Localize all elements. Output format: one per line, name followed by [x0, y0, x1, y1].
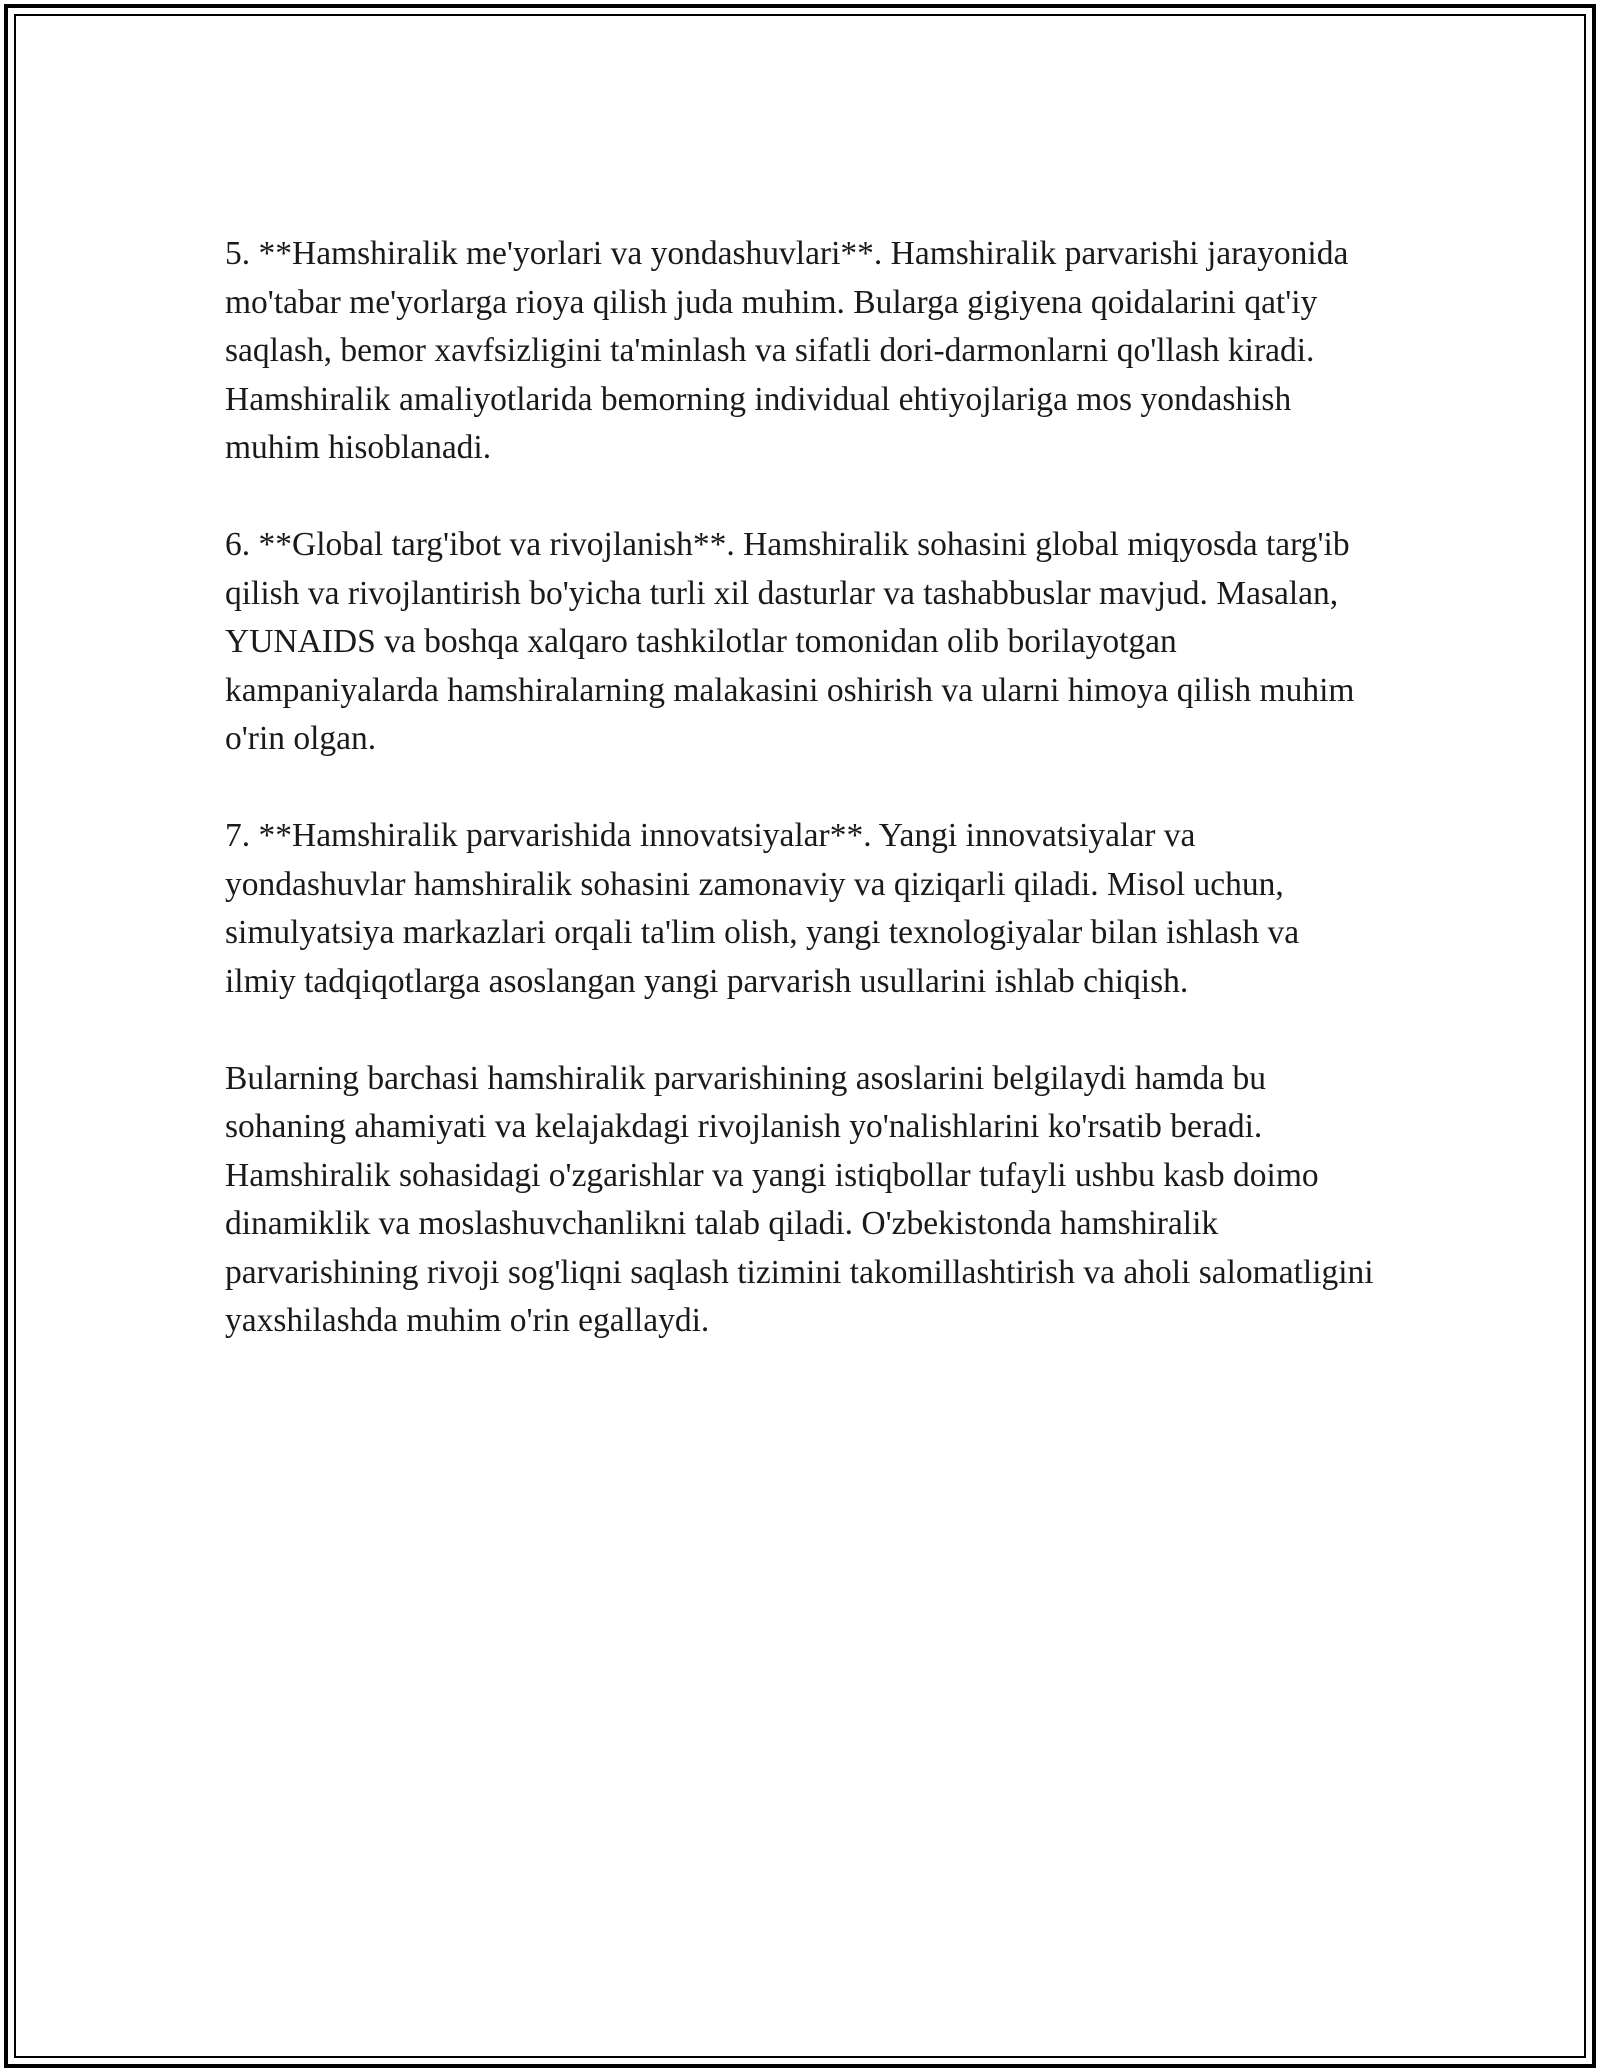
- paragraph-global-advocacy: 6. **Global targ'ibot va rivojlanish**. Hamshiralik sohasini global miqyosda targ'ib qilish va rivojlantirish bo'yicha turli xil dasturlar va tashabbuslar mavjud. Masalan, YUNAIDS va boshqa xalqaro tashkilotlar tomonidan olib borilayotgan kampaniyalarda hamshiralarning malakasini oshirish va ularni himoya qilish muhim o'rin olgan.: [225, 526, 1355, 757]
- paragraph-standards: 5. **Hamshiralik me'yorlari va yondashuvlari**. Hamshiralik parvarishi jarayonida mo'tabar me'yorlarga rioya qilish juda muhim. Bularga gigiyena qoidalarini qat'iy saqlash, bemor xavfsizligini ta'minlash va sifatli dori-darmonlarni qo'llash kiradi. Hamshiralik amaliyotlarida bemorning individual ehtiyojlariga mos yondashish muhim hisoblanadi.: [225, 235, 1349, 466]
- paragraph-innovations: 7. **Hamshiralik parvarishida innovatsiyalar**. Yangi innovatsiyalar va yondashuvlar hamshiralik sohasini zamonaviy va qiziqarli qiladi. Misol uchun, simulyatsiya markazlari orqali ta'lim olish, yangi texnologiyalar bilan ishlash va ilmiy tadqiqotlarga asoslangan yangi parvarish usullarini ishlab chiqish.: [225, 817, 1300, 1000]
- document-body: [225, 230, 1375, 1394]
- paragraph-conclusion: Bularning barchasi hamshiralik parvarishining asoslarini belgilaydi hamda bu sohaning ahamiyati va kelajakdagi rivojlanish yo'nalishlarini ko'rsatib beradi. Hamshiralik sohasidagi o'zgarishlar va yangi istiqbollar tufayli ushbu kasb doimo dinamiklik va moslashuvchanlikni talab qiladi. O'zbekistonda hamshiralik parvarishining rivoji sog'liqni saqlash tizimini takomillashtirish va aholi salomatligini yaxshilashda muhim o'rin egallaydi.: [225, 1059, 1374, 1339]
